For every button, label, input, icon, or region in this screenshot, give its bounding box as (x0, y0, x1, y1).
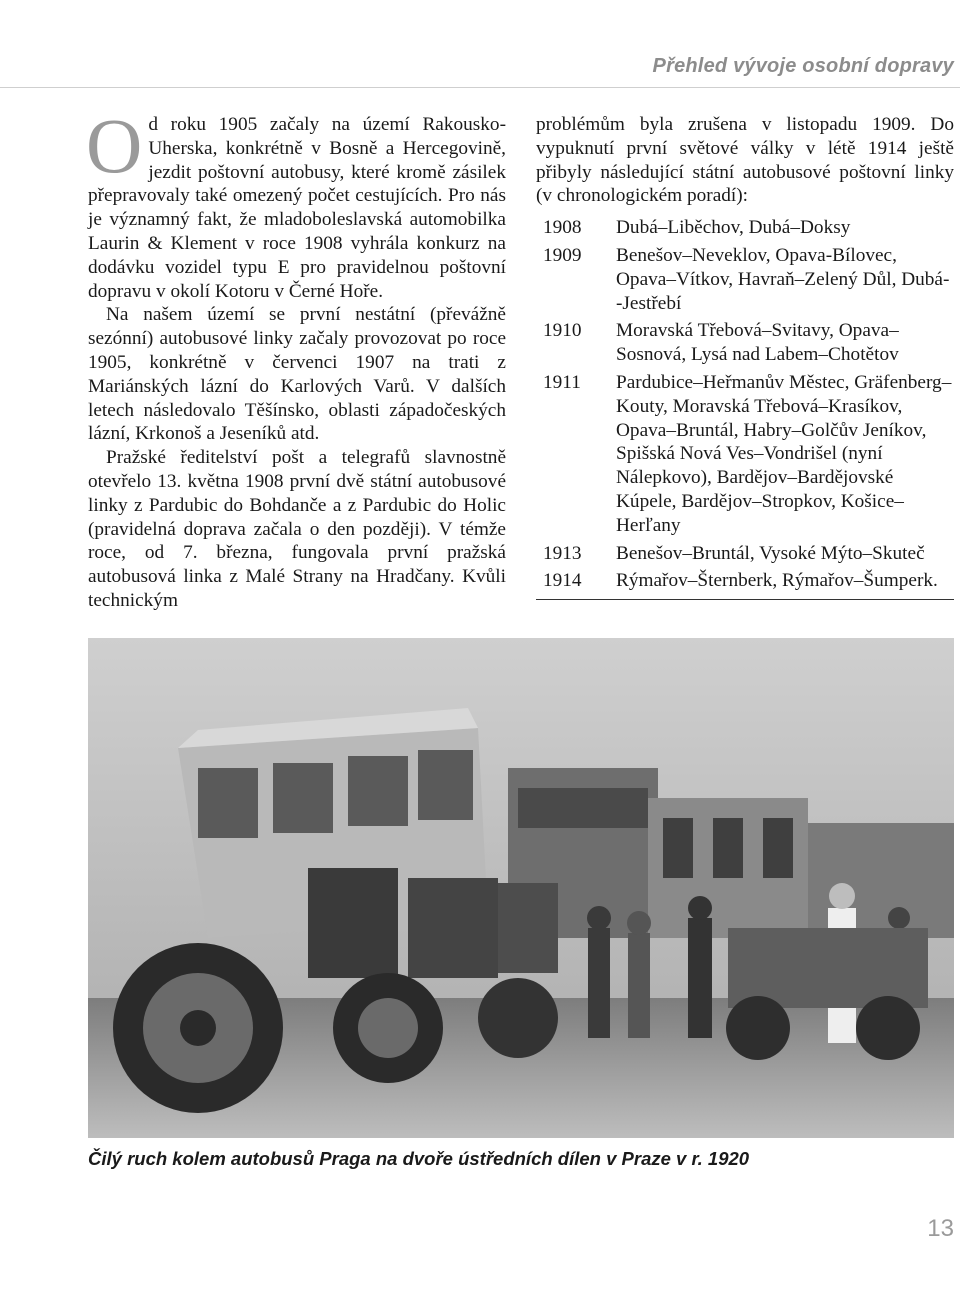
paragraph-continuation: problémům byla zrušena v listopadu 1909. Do vypuknutí první světové války v létě 1914 ještě přibyly následující státní autobusové poštovní linky (v chronologickém poradí): (536, 114, 954, 207)
route-text: Benešov–Neveklov, Opava-Bílovec, Opava–Vítkov, Havraň–Zelený Důl, Dubá--Jestřebí (616, 244, 950, 314)
route-row (536, 319, 954, 367)
route-text: Benešov–Bruntál, Vysoké Mýto–Skuteč (616, 542, 925, 564)
route-year: 1908 (543, 217, 582, 239)
drop-cap: O (86, 102, 143, 189)
route-row (536, 216, 954, 240)
route-row (536, 542, 954, 566)
page-number: 13 (927, 1215, 954, 1242)
header-rule (0, 87, 960, 88)
left-column (86, 102, 506, 613)
route-year: 1911 (543, 371, 581, 393)
route-row (536, 371, 954, 538)
right-column (536, 113, 954, 600)
running-header: Přehled vývoje osobní dopravy (652, 55, 954, 77)
photo-caption: Čilý ruch kolem autobusů Praga na dvoře ústředních dílen v Praze v r. 1920 (88, 1148, 750, 1169)
route-year: 1909 (543, 244, 582, 266)
paragraph-prague: Pražské ředitelství pošt a telegrafů slavnostně otevřelo 13. května 1908 první dvě státní autobusové linky z Pardubic do Bohdanče a z Pardubic do Holic (pravidelná doprava začala o den později). V témže roce, od 7. března, fungovala první pražská autobusová linka z Malé Strany na Hradčany. Kvůli technickým (88, 447, 506, 611)
route-text: Moravská Třebová–Svitavy, Opava–Sosnová, Lysá nad Labem–Chotětov (616, 320, 899, 366)
routes-bottom-rule (536, 599, 954, 600)
route-text: Pardubice–Heřmanův Městec, Gräfenberg–Kouty, Moravská Třebová–Krasíkov, Opava–Bruntál, Habry–Golčův Jeníkov, Spišská Nová Ves–Vondrišel (nyní Nálepkovo), Bardějov–Bardějovské Kúpele, Bardějov–Stropkov, Košice–Herľany (616, 371, 952, 536)
historic-bus-photo (88, 638, 954, 1138)
route-text: Dubá–Liběchov, Dubá–Doksy (616, 217, 851, 239)
routes-table (536, 216, 954, 593)
route-year: 1914 (543, 570, 582, 592)
route-year: 1910 (543, 320, 582, 342)
route-year: 1913 (543, 542, 582, 564)
route-text: Rýmařov–Šternberk, Rýmařov–Šumperk. (616, 570, 938, 592)
route-row (536, 569, 954, 593)
route-row (536, 244, 954, 315)
paragraph-intro: d roku 1905 začaly na území Rakousko-Uherska, konkrétně v Bosně a Hercegovině, jezdit poštovní autobusy, které kromě zásilek přepravovaly také omezený počet cestujících. Pro nás je významný fakt, že mladoboleslavská automobilka Laurin & Klement v roce 1908 vyhrála konkurz na dodávku vozidel typu E pro pravidelnou poštovní dopravu v okolí Kotoru v Černé Hoře. (88, 114, 506, 302)
paragraph-first-lines: Na našem území se první nestátní (převážně sezónní) autobusové linky začaly provozovat po roce 1905, konkrétně v červenci 1907 na trati z Mariánských lázní do Karlových Varů. V dalších letech následovalo Těšínsko, oblasti západočeských lázní, Krkonoš a Jeseníků atd. (88, 304, 506, 445)
